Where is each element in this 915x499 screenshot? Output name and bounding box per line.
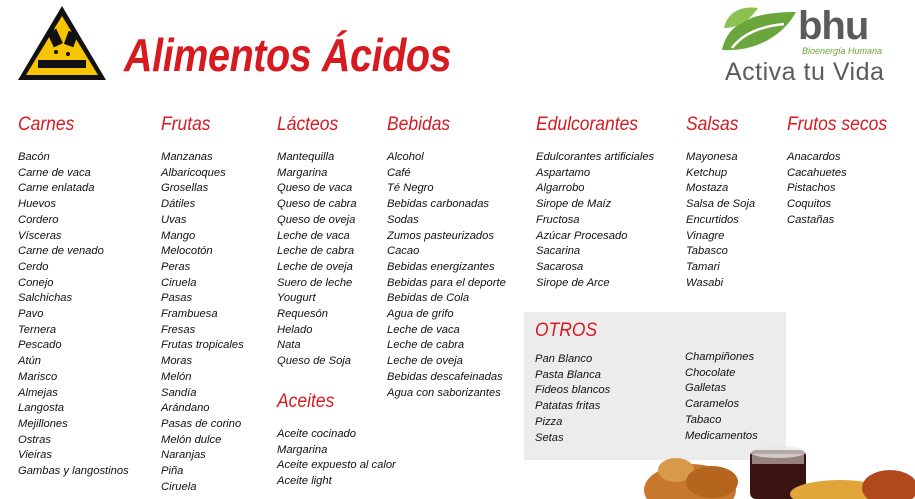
list-item: Salchichas bbox=[18, 292, 73, 305]
item-list bbox=[535, 352, 610, 446]
list-item: Queso de Soja bbox=[277, 355, 352, 368]
list-item: Carne de vaca bbox=[18, 166, 91, 179]
list-item: Leche de cabra bbox=[387, 339, 465, 352]
list-item: Bebidas para el deporte bbox=[387, 276, 506, 289]
list-item: Ketchup bbox=[686, 166, 728, 179]
list-item: Chocolate bbox=[685, 366, 736, 379]
list-item: Leche de cabra bbox=[277, 245, 355, 258]
column-carnes bbox=[18, 114, 129, 480]
list-item: Sirope de Maíz bbox=[536, 198, 612, 211]
category-title: Lácteos bbox=[277, 114, 339, 135]
list-item: Suero de leche bbox=[277, 276, 353, 289]
category-title: Bebidas bbox=[387, 114, 451, 135]
list-item: Requesón bbox=[277, 308, 329, 321]
list-item: Cordero bbox=[18, 213, 59, 226]
list-item: Moras bbox=[161, 355, 193, 368]
list-item: Bebidas energizantes bbox=[387, 260, 495, 273]
category-title: OTROS bbox=[535, 320, 598, 341]
list-item: Carne de venado bbox=[18, 245, 104, 258]
list-item: Vieiras bbox=[18, 449, 52, 462]
list-item: Ciruela bbox=[161, 480, 197, 493]
list-item: Leche de vaca bbox=[387, 323, 460, 336]
list-item: Setas bbox=[535, 431, 564, 444]
list-item: Tabaco bbox=[685, 413, 722, 426]
list-item: Mejillones bbox=[18, 417, 68, 430]
list-item: Naranjas bbox=[161, 449, 206, 462]
category-title: Frutos secos bbox=[787, 114, 888, 135]
page-title: Alimentos Ácidos bbox=[124, 29, 452, 81]
list-item: Ciruela bbox=[161, 276, 197, 289]
list-item: Leche de vaca bbox=[277, 229, 350, 242]
list-item: Wasabi bbox=[686, 276, 724, 289]
list-item: Edulcorantes artificiales bbox=[536, 151, 655, 163]
list-item: Anacardos bbox=[787, 151, 841, 163]
list-item: Leche de oveja bbox=[387, 355, 463, 368]
list-item: Gambas y langostinos bbox=[18, 465, 129, 478]
list-item: Mostaza bbox=[686, 182, 729, 195]
list-item: Zumos pasteurizados bbox=[387, 229, 494, 242]
column-bebidas bbox=[387, 114, 506, 401]
list-item: Margarina bbox=[277, 166, 328, 179]
list-item: Aceite cocinado bbox=[277, 428, 356, 440]
list-item: Galletas bbox=[685, 382, 727, 395]
item-list bbox=[161, 150, 244, 495]
list-item: Queso de cabra bbox=[277, 198, 357, 211]
item-list bbox=[686, 150, 755, 291]
list-item: Café bbox=[387, 166, 411, 179]
list-item: Melón bbox=[161, 370, 192, 383]
list-item: Patatas fritas bbox=[535, 400, 601, 413]
list-item: Medicamentos bbox=[685, 429, 758, 442]
list-item: Vinagre bbox=[686, 229, 725, 242]
list-item: Pavo bbox=[18, 308, 44, 321]
list-item: Fructosa bbox=[536, 213, 580, 226]
list-item: Pan Blanco bbox=[535, 353, 593, 365]
list-item: Aspartamo bbox=[536, 166, 591, 179]
leaf-icon bbox=[718, 6, 802, 58]
list-item: Vísceras bbox=[18, 229, 62, 242]
list-item: Azúcar Procesado bbox=[536, 229, 628, 242]
column-edulcorantes bbox=[536, 114, 654, 291]
column-frutos-secos bbox=[787, 114, 896, 229]
item-list bbox=[536, 150, 654, 291]
list-item: Pizza bbox=[535, 415, 563, 428]
item-list bbox=[787, 150, 896, 229]
list-item: Melocotón bbox=[161, 245, 213, 258]
list-item: Castañas bbox=[787, 213, 835, 226]
list-item: Té Negro bbox=[387, 182, 434, 195]
category-title: Aceites bbox=[277, 391, 335, 412]
list-item: Sacarina bbox=[536, 245, 581, 258]
list-item: Algarrobo bbox=[536, 182, 585, 195]
list-item: Alcohol bbox=[387, 151, 424, 163]
list-item: Encurtidos bbox=[686, 213, 739, 226]
list-item: Sandía bbox=[161, 386, 197, 399]
column-otros bbox=[535, 320, 610, 446]
item-list bbox=[387, 150, 506, 401]
corrosive-warning-icon bbox=[16, 2, 108, 82]
list-item: Yougurt bbox=[277, 292, 316, 305]
list-item: Queso de vaca bbox=[277, 182, 353, 195]
list-item: Mango bbox=[161, 229, 196, 242]
brand-logo bbox=[718, 6, 908, 86]
item-list bbox=[277, 427, 396, 490]
brand-subtitle: Bioenergía Humana bbox=[802, 46, 883, 56]
list-item: Pescado bbox=[18, 339, 62, 352]
brand-name: bhu bbox=[798, 4, 869, 48]
column-lacteos bbox=[277, 114, 357, 370]
list-item: Leche de oveja bbox=[277, 260, 353, 273]
list-item: Bebidas descafeinadas bbox=[387, 370, 503, 383]
list-item: Champiñones bbox=[685, 351, 755, 363]
category-title: Carnes bbox=[18, 114, 75, 135]
list-item: Uvas bbox=[161, 213, 187, 226]
list-item: Sodas bbox=[387, 213, 419, 226]
item-list bbox=[277, 150, 357, 370]
list-item: Queso de oveja bbox=[277, 213, 356, 226]
list-item: Aceite expuesto al calor bbox=[277, 459, 396, 472]
list-item: Grosellas bbox=[161, 182, 209, 195]
list-item: Cerdo bbox=[18, 260, 49, 273]
list-item: Cacahuetes bbox=[787, 166, 847, 179]
category-title: Frutas bbox=[161, 114, 211, 135]
list-item: Arándano bbox=[161, 402, 210, 415]
list-item: Bebidas carbonadas bbox=[387, 198, 490, 211]
list-item: Peras bbox=[161, 260, 191, 273]
list-item: Bacón bbox=[18, 151, 50, 163]
list-item: Ostras bbox=[18, 433, 51, 446]
column-frutas bbox=[161, 114, 244, 495]
list-item: Pasta Blanca bbox=[535, 368, 601, 381]
brand-tagline: Activa tu Vida bbox=[725, 58, 885, 86]
list-item: Tabasco bbox=[686, 245, 728, 258]
list-item: Sacarosa bbox=[536, 260, 584, 273]
list-item: Nata bbox=[277, 339, 301, 352]
list-item: Agua con saborizantes bbox=[387, 386, 501, 399]
fast-food-illustration bbox=[640, 430, 915, 499]
list-item: Manzanas bbox=[161, 151, 213, 163]
list-item: Pistachos bbox=[787, 182, 836, 195]
list-item: Mayonesa bbox=[686, 151, 738, 163]
list-item: Coquitos bbox=[787, 198, 832, 211]
list-item: Frambuesa bbox=[161, 308, 218, 321]
list-item: Pasas bbox=[161, 292, 193, 305]
list-item: Mantequilla bbox=[277, 151, 335, 163]
list-item: Atún bbox=[18, 355, 42, 368]
list-item: Almejas bbox=[18, 386, 58, 399]
list-item: Helado bbox=[277, 323, 313, 336]
list-item: Pasas de corino bbox=[161, 417, 242, 430]
list-item: Dátiles bbox=[161, 198, 196, 211]
list-item: Huevos bbox=[18, 198, 56, 211]
category-title: Edulcorantes bbox=[536, 114, 639, 135]
list-item: Albaricoques bbox=[161, 166, 226, 179]
list-item: Melón dulce bbox=[161, 433, 222, 446]
item-list bbox=[18, 150, 129, 480]
list-item: Cacao bbox=[387, 245, 420, 258]
column-salsas bbox=[686, 114, 755, 291]
list-item: Sirope de Arce bbox=[536, 276, 610, 289]
list-item: Langosta bbox=[18, 402, 65, 415]
list-item: Aceite light bbox=[277, 475, 332, 488]
list-item: Conejo bbox=[18, 276, 54, 289]
list-item: Bebidas de Cola bbox=[387, 292, 470, 305]
list-item: Caramelos bbox=[685, 398, 740, 411]
list-item: Tamari bbox=[686, 260, 720, 273]
list-item: Agua de grifo bbox=[387, 308, 454, 321]
list-item: Piña bbox=[161, 465, 184, 478]
list-item: Fresas bbox=[161, 323, 196, 336]
list-item: Salsa de Soja bbox=[686, 198, 756, 211]
list-item: Margarina bbox=[277, 443, 328, 456]
list-item: Frutas tropicales bbox=[161, 339, 244, 352]
list-item: Marisco bbox=[18, 370, 58, 383]
column-aceites bbox=[277, 391, 396, 490]
list-item: Fideos blancos bbox=[535, 384, 611, 397]
list-item: Carne enlatada bbox=[18, 182, 95, 195]
category-title: Salsas bbox=[686, 114, 739, 135]
list-item: Ternera bbox=[18, 323, 57, 336]
